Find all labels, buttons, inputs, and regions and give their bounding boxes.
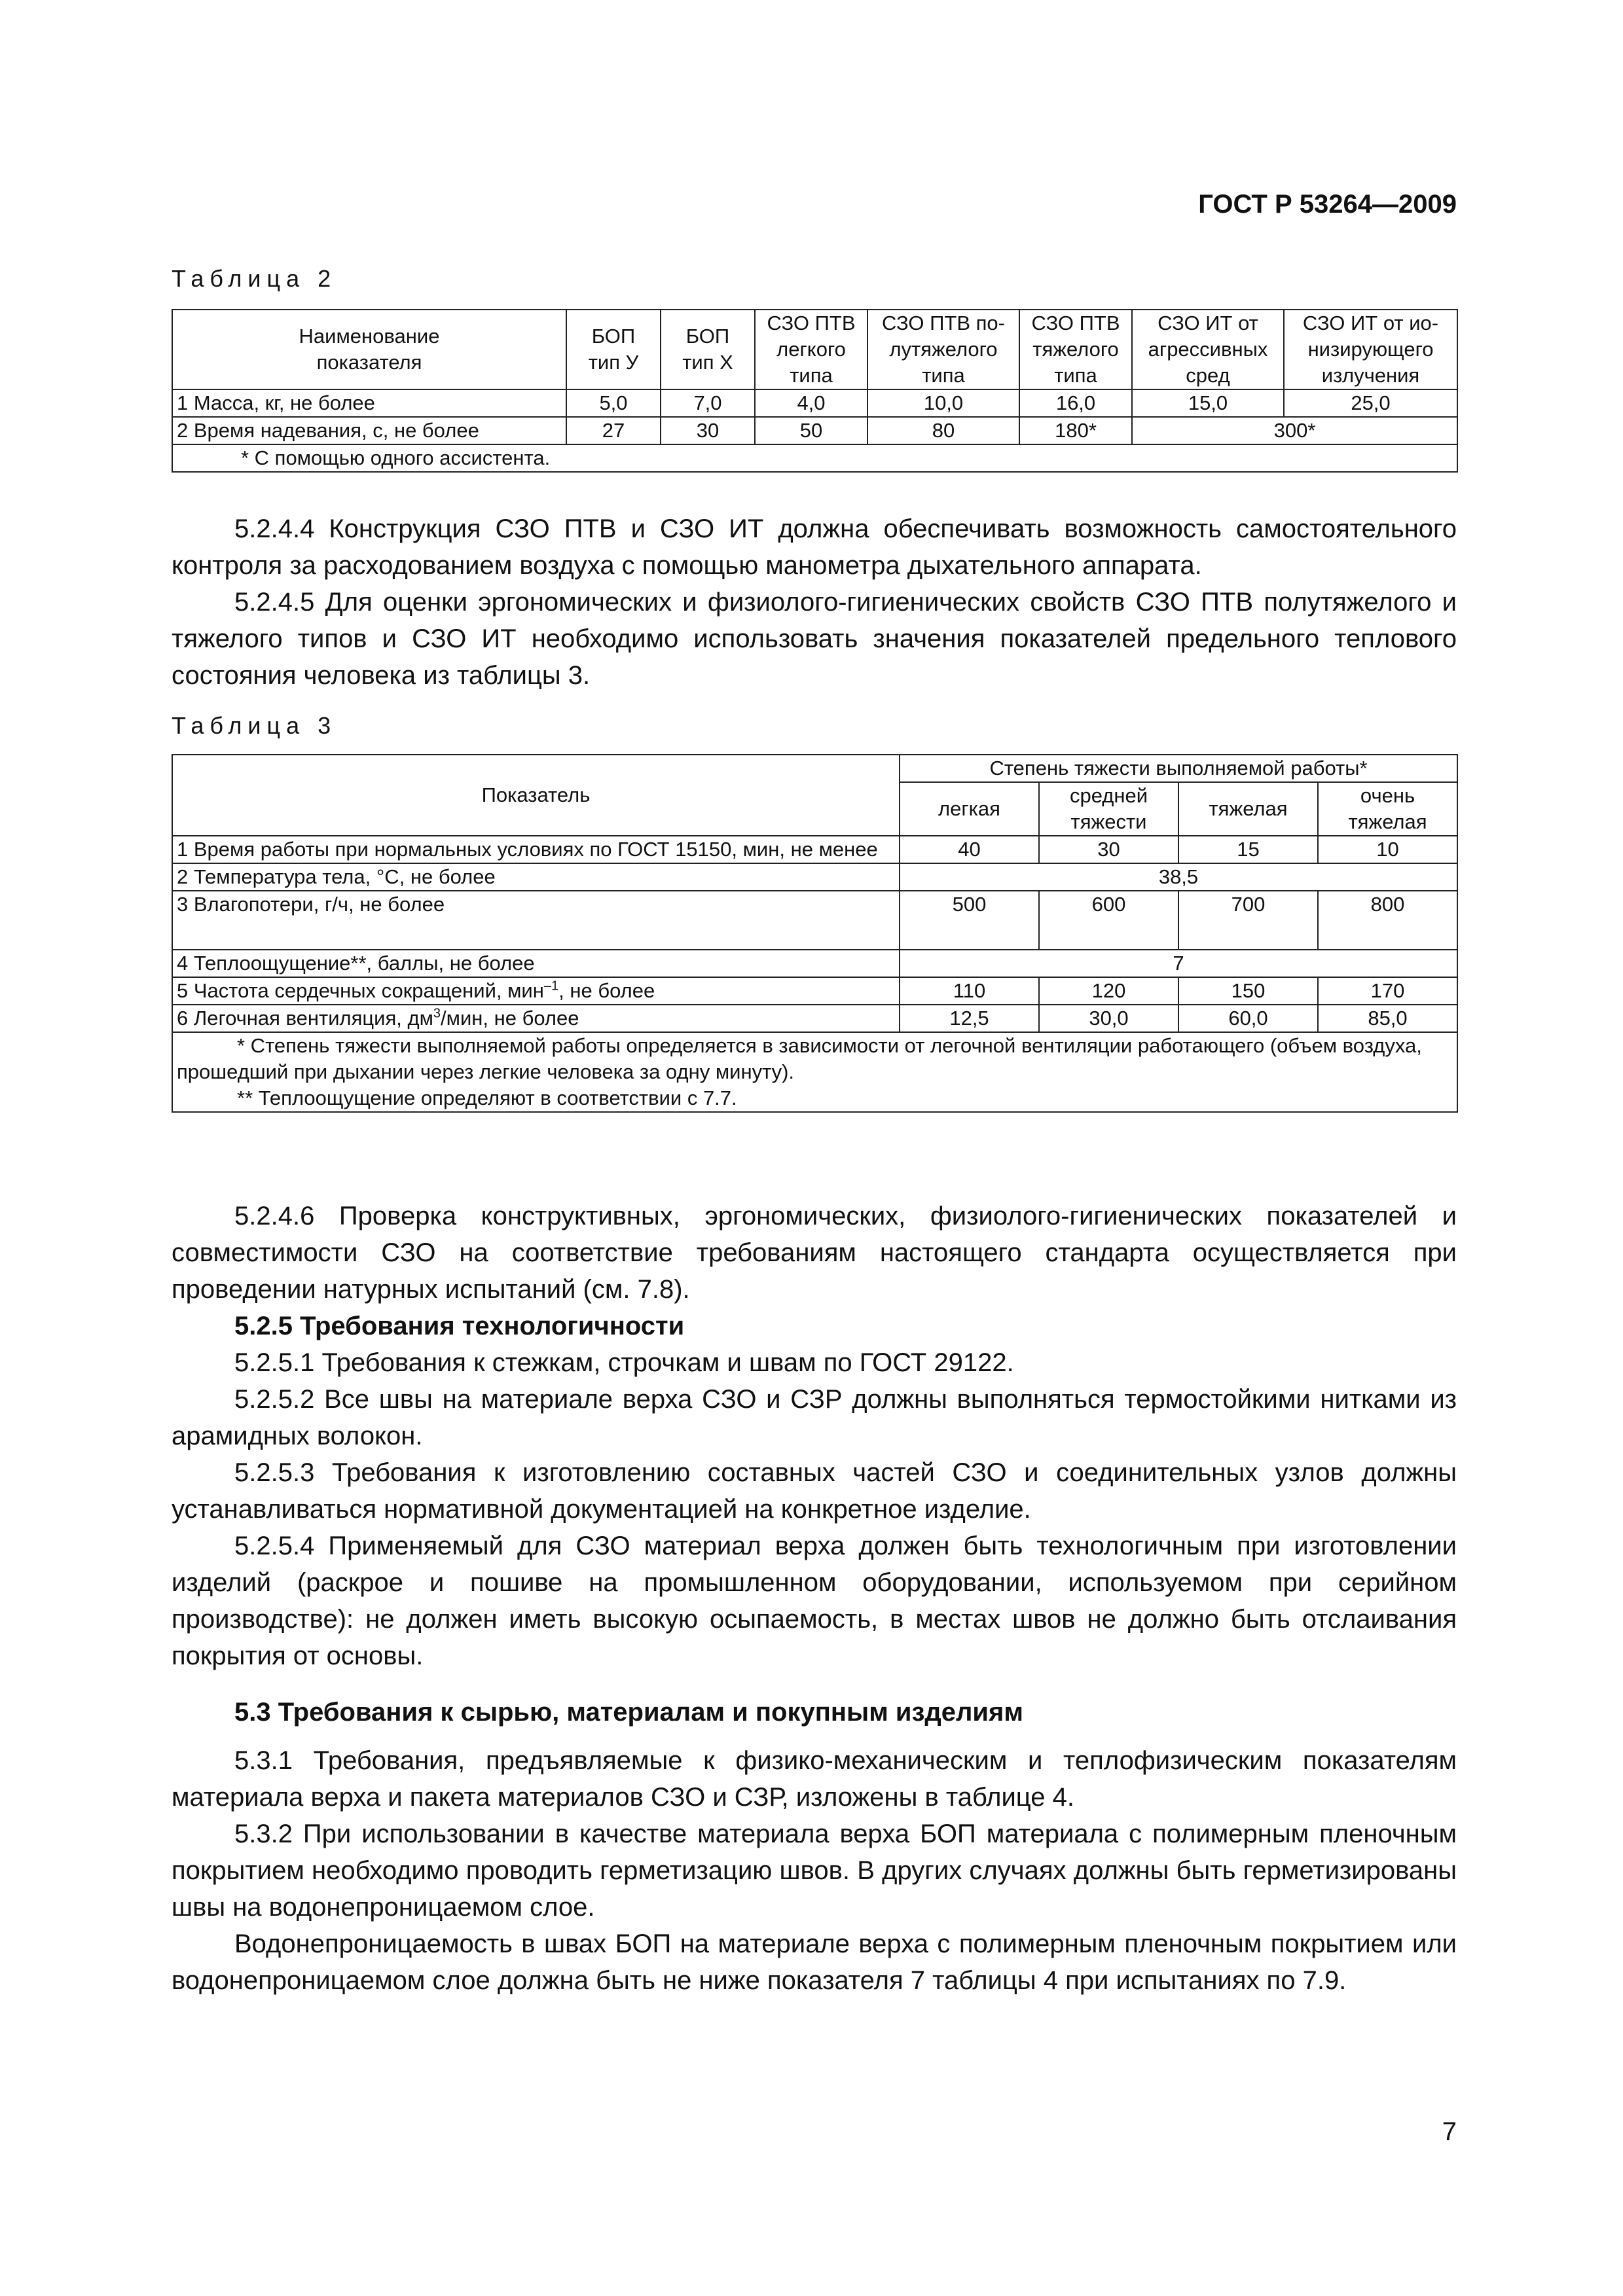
- table-cell: 15: [1178, 836, 1318, 863]
- table-cell: 150: [1178, 977, 1318, 1005]
- table-3-footnote-2: ** Теплоощущение определяют в соответствии с 7.7.: [237, 1086, 737, 1109]
- table-cell: 10: [1318, 836, 1457, 863]
- document-number: ГОСТ Р 53264—2009: [1198, 190, 1457, 219]
- table-cell: 15,0: [1132, 389, 1284, 417]
- table-row: [172, 417, 1457, 444]
- table-cell: 12,5: [900, 1005, 1039, 1032]
- table-row: [172, 863, 1457, 891]
- table-2-caption: Таблица 2: [172, 265, 337, 292]
- row-label: 4 Теплоощущение**, баллы, не более: [172, 950, 900, 977]
- table-cell: 25,0: [1284, 389, 1457, 417]
- header-cell: СЗО ИТ от ио- низирующего излучения: [1284, 310, 1457, 389]
- table-row: [172, 836, 1457, 863]
- table-cell: 30: [661, 417, 755, 444]
- paragraph: Водонепроницаемость в швах БОП на материале верха с полимерным пленочным покрытием или водонепроницаемом слое должна быть не ниже показателя 7 таблицы 4 при испытаниях по 7.9.: [172, 1929, 1457, 1995]
- row-label: 6 Легочная вентиляция, $дм^3$/мин, не более: [172, 1005, 900, 1032]
- table-cell-merged: 300*: [1132, 417, 1457, 444]
- table-cell: 120: [1039, 977, 1178, 1005]
- header-cell: СЗО ИТ от агрессивных сред: [1132, 310, 1284, 389]
- table-cell: 16,0: [1019, 389, 1132, 417]
- paragraph: 5.2.5.3 Требования к изготовлению составных частей СЗО и соединительных узлов должны устанавливаться нормативной документацией на конкретное изделие.: [172, 1458, 1457, 1524]
- header-cell: очень тяжелая: [1318, 782, 1457, 836]
- table-cell: 50: [755, 417, 867, 444]
- table-cell: 5,0: [566, 389, 661, 417]
- header-cell: БОП тип У: [566, 310, 661, 389]
- row-label: 2 Температура тела, °С, не более: [172, 863, 900, 891]
- row-label: 3 Влагопотери, г/ч, не более: [172, 891, 900, 950]
- table-cell: 27: [566, 417, 661, 444]
- table-cell: 800: [1318, 891, 1457, 950]
- table-2-footnote: * С помощью одного ассистента.: [172, 444, 1457, 472]
- row-label: 5 Частота сердечных сокращений, мин$^{-1}$, не более: [172, 977, 900, 1005]
- table-2: [172, 309, 1458, 473]
- page-number: 7: [1442, 2117, 1457, 2146]
- table-cell: 110: [900, 977, 1039, 1005]
- paragraph: 5.3.2 При использовании в качестве материала верха БОП материала с полимерным пленочным покрытием необходимо проводить герметизацию швов. В других случаях должны быть герметизированы швы на водонепроницаемом слое.: [172, 1820, 1457, 1922]
- header-cell: БОП тип Х: [661, 310, 755, 389]
- table-cell: 40: [900, 836, 1039, 863]
- table-row: [172, 389, 1457, 417]
- table-2-header-row: [172, 310, 1457, 389]
- table-cell: 7,0: [661, 389, 755, 417]
- header-cell: легкая: [900, 782, 1039, 836]
- paragraph: 5.3.1 Требования, предъявляемые к физико-механическим и теплофизическим показателям материала верха и пакета материалов СЗО и СЗР, изложены в таблице 4.: [172, 1746, 1457, 1812]
- table-row: [172, 891, 1457, 950]
- table-cell: 85,0: [1318, 1005, 1457, 1032]
- header-cell: Показатель: [172, 755, 900, 836]
- table-row: [172, 977, 1457, 1005]
- paragraph: 5.2.4.6 Проверка конструктивных, эргономических, физиолого-гигиенических показателей и совместимости СЗО на соответствие требованиям настоящего стандарта осуществляется при проведении натурных испытаний (см. 7.8).: [172, 1202, 1457, 1304]
- table-cell: 600: [1039, 891, 1178, 950]
- header-group-cell: Степень тяжести выполняемой работы*: [900, 755, 1457, 782]
- row-label: 1 Масса, кг, не более: [172, 389, 566, 417]
- table-cell: 10,0: [867, 389, 1019, 417]
- row-label: 2 Время надевания, с, не более: [172, 417, 566, 444]
- table-3-caption: Таблица 3: [172, 712, 337, 739]
- table-cell-merged: 7: [900, 950, 1457, 977]
- table-row: [172, 950, 1457, 977]
- table-3-header-row: [172, 755, 1457, 782]
- table-cell: 60,0: [1178, 1005, 1318, 1032]
- paragraph: 5.2.5.4 Применяемый для СЗО материал верха должен быть технологичным при изготовлении изделий (раскрое и пошиве на промышленном оборудовании, используемом при серийном производстве): не должен иметь высокую осыпаемость, в местах швов не должно быть отслаивания покрытия от основы.: [172, 1532, 1457, 1670]
- header-cell: СЗО ПТВ по- лутяжелого типа: [867, 310, 1019, 389]
- table-cell: 700: [1178, 891, 1318, 950]
- table-cell: 30,0: [1039, 1005, 1178, 1032]
- table-cell-merged: 38,5: [900, 863, 1457, 891]
- table-3-footnote-1: * Степень тяжести выполняемой работы определяется в зависимости от легочной вентиляции работающего (объем воздуха, прошедший при дыхании через легкие человека за одну минуту).: [177, 1034, 1422, 1083]
- header-cell: СЗО ПТВ легкого типа: [755, 310, 867, 389]
- row-label: 1 Время работы при нормальных условиях по ГОСТ 15150, мин, не менее: [172, 836, 900, 863]
- table-cell: 500: [900, 891, 1039, 950]
- table-row: [172, 1005, 1457, 1032]
- header-cell: СЗО ПТВ тяжелого типа: [1019, 310, 1132, 389]
- section-heading: 5.2.5 Требования технологичности: [234, 1312, 685, 1340]
- table-cell: 180*: [1019, 417, 1132, 444]
- header-cell: Наименование показателя: [172, 310, 566, 389]
- table-cell: 170: [1318, 977, 1457, 1005]
- table-footnote-row: [172, 1032, 1457, 1112]
- table-3-footnotes: [172, 1032, 1457, 1112]
- table-cell: 4,0: [755, 389, 867, 417]
- header-cell: средней тяжести: [1039, 782, 1178, 836]
- table-cell: 80: [867, 417, 1019, 444]
- header-cell: тяжелая: [1178, 782, 1318, 836]
- table-cell: 30: [1039, 836, 1178, 863]
- paragraph: 5.2.5.1 Требования к стежкам, строчкам и швам по ГОСТ 29122.: [234, 1348, 1014, 1377]
- paragraph-5-2-4-5: 5.2.4.5 Для оценки эргономических и физиолого-гигиенических свойств СЗО ПТВ полутяжелого и тяжелого типов и СЗО ИТ необходимо использовать значения показателей предельного теплового состояния человека из таблицы 3.: [172, 588, 1457, 690]
- text-block-1: [172, 511, 1457, 694]
- text-block-2: [172, 1198, 1457, 1999]
- table-3: [172, 754, 1458, 1113]
- paragraph: 5.2.5.2 Все швы на материале верха СЗО и СЗР должны выполняться термостойкими нитками из арамидных волокон.: [172, 1385, 1457, 1450]
- section-heading: 5.3 Требования к сырью, материалам и покупным изделиям: [234, 1698, 1023, 1727]
- paragraph-5-2-4-4: 5.2.4.4 Конструкция СЗО ПТВ и СЗО ИТ должна обеспечивать возможность самостоятельного контроля за расходованием воздуха с помощью манометра дыхательного аппарата.: [172, 514, 1457, 580]
- table-footnote-row: [172, 444, 1457, 472]
